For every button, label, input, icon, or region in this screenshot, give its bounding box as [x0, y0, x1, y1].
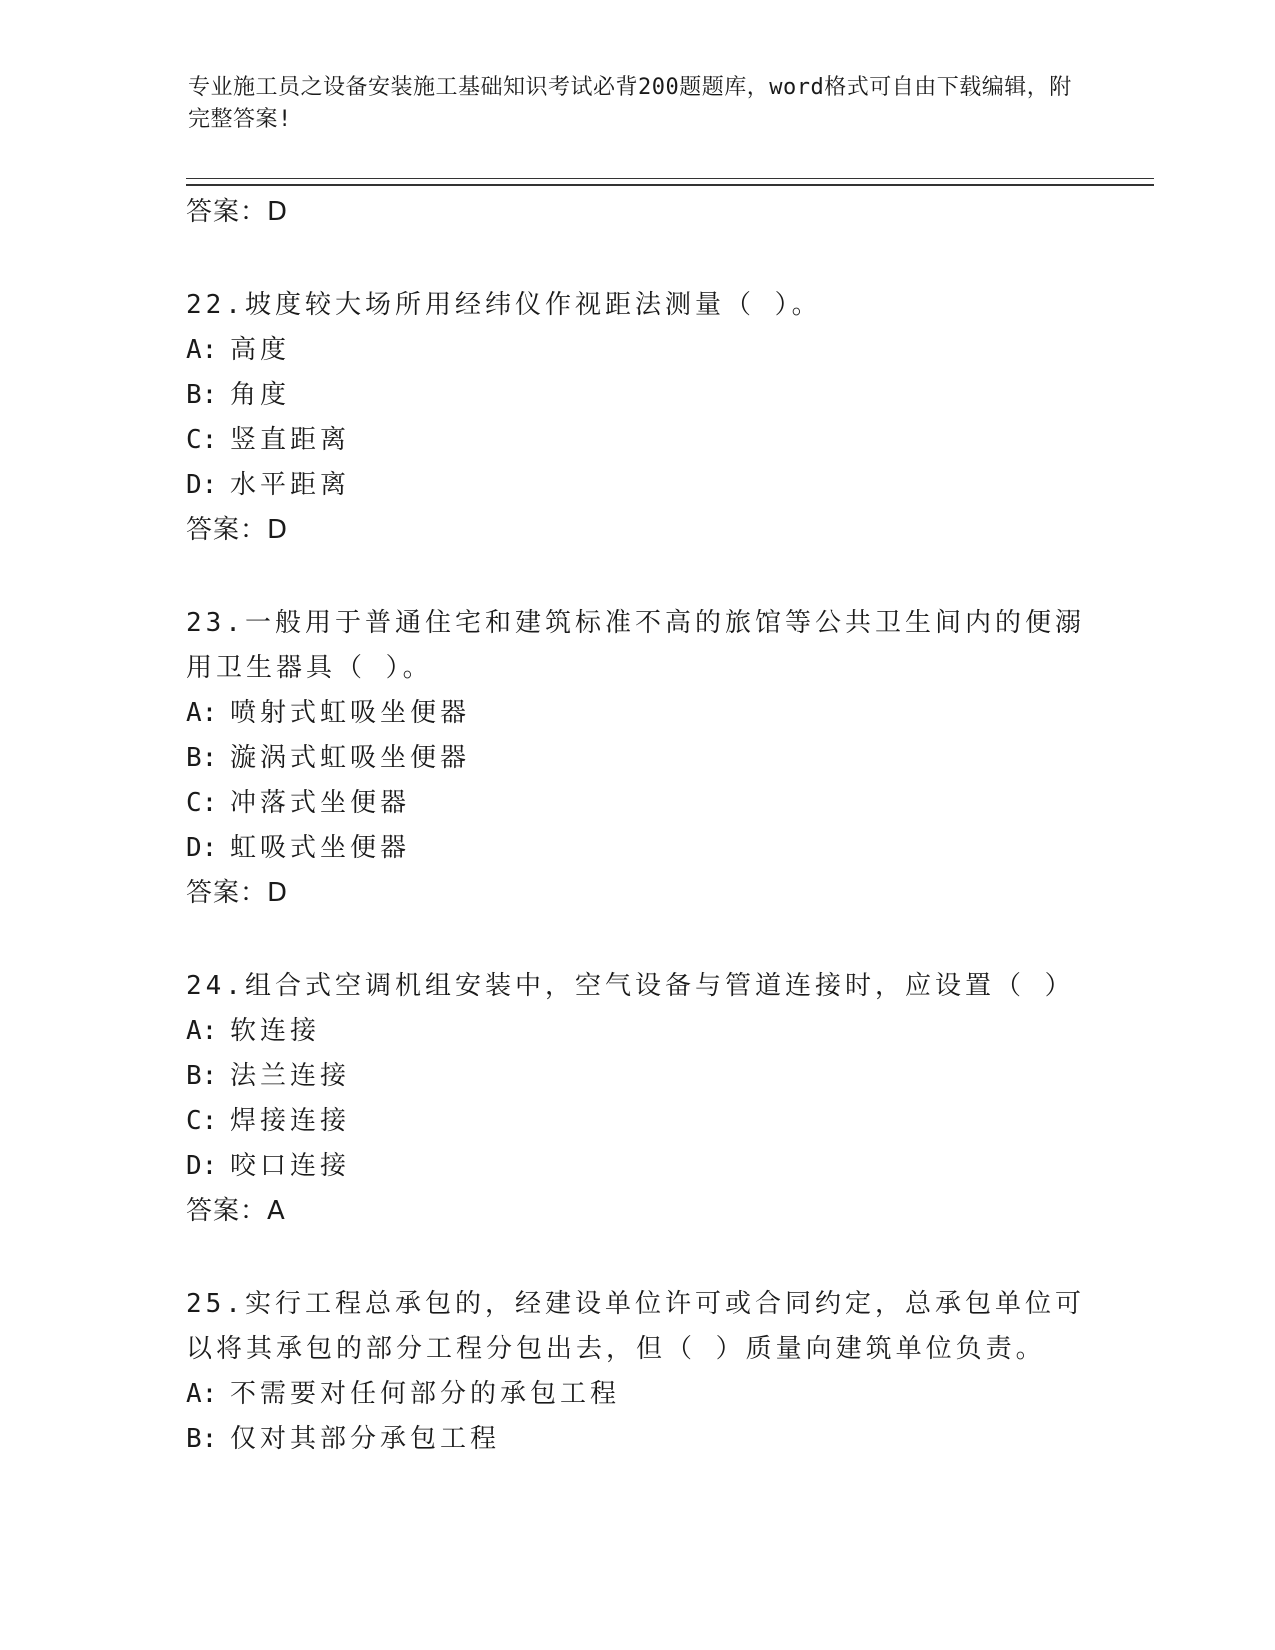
option-letter: A: — [186, 335, 218, 365]
option-d — [186, 463, 1086, 508]
option-text: 咬口连接 — [230, 1151, 351, 1181]
option-b — [186, 736, 1086, 781]
option-letter: A: — [186, 1379, 218, 1409]
question-text: 24.组合式空调机组安装中，空气设备与管道连接时，应设置（ ） — [186, 971, 1075, 1001]
option-c — [186, 1099, 1086, 1144]
option-text: 不需要对任何部分的承包工程 — [230, 1379, 621, 1409]
option-c — [186, 781, 1086, 826]
option-letter: B: — [186, 1061, 218, 1091]
question-text: 22.坡度较大场所用经纬仪作视距法测量（ ）。 — [186, 290, 822, 320]
answer-value: A — [267, 1196, 286, 1226]
option-text: 水平距离 — [230, 470, 351, 500]
option-a — [186, 691, 1086, 736]
option-text: 漩涡式虹吸坐便器 — [230, 743, 471, 773]
question-list — [186, 190, 1086, 1462]
answer-prefix: 答案： — [186, 515, 268, 545]
answer-line — [186, 508, 1086, 553]
option-text: 角度 — [230, 380, 291, 410]
option-letter: D: — [186, 1151, 218, 1181]
option-b — [186, 373, 1086, 418]
option-d — [186, 1144, 1086, 1189]
document-header — [188, 72, 1088, 136]
option-letter: C: — [186, 788, 218, 818]
header-title: 专业施工员之设备安装施工基础知识考试必背200题题库，word格式可自由下载编辑，附完整答案! — [188, 75, 1072, 132]
option-b — [186, 1417, 1086, 1462]
option-text: 焊接连接 — [230, 1106, 351, 1136]
option-a — [186, 1009, 1086, 1054]
question-text: 23.一般用于普通住宅和建筑标准不高的旅馆等公共卫生间内的便溺用卫生器具（ ）。 — [186, 608, 1085, 683]
answer-value: D — [267, 878, 289, 908]
spacer — [186, 235, 1086, 283]
option-letter: B: — [186, 743, 218, 773]
answer-prefix: 答案： — [186, 878, 268, 908]
answer-prefix: 答案： — [186, 197, 268, 227]
option-letter: B: — [186, 380, 218, 410]
spacer — [186, 916, 1086, 964]
answer-prefix: 答案： — [186, 1196, 268, 1226]
option-d — [186, 826, 1086, 871]
question-25 — [186, 1282, 1086, 1462]
question-22 — [186, 283, 1086, 553]
answer-line — [186, 871, 1086, 916]
option-letter: D: — [186, 470, 218, 500]
option-letter: D: — [186, 833, 218, 863]
option-text: 虹吸式坐便器 — [230, 833, 411, 863]
question-24 — [186, 964, 1086, 1234]
option-letter: C: — [186, 425, 218, 455]
option-b — [186, 1054, 1086, 1099]
option-a — [186, 1372, 1086, 1417]
option-letter: A: — [186, 1016, 218, 1046]
answer-value: D — [267, 197, 289, 227]
question-text: 25.实行工程总承包的，经建设单位许可或合同约定，总承包单位可以将其承包的部分工程分包出去，但（ ）质量向建筑单位负责。 — [186, 1289, 1085, 1364]
option-text: 法兰连接 — [230, 1061, 351, 1091]
option-c — [186, 418, 1086, 463]
option-text: 冲落式坐便器 — [230, 788, 411, 818]
option-text: 竖直距离 — [230, 425, 351, 455]
question-23 — [186, 601, 1086, 916]
option-letter: A: — [186, 698, 218, 728]
header-divider — [186, 178, 1154, 186]
spacer — [186, 1234, 1086, 1282]
spacer — [186, 553, 1086, 601]
option-text: 仅对其部分承包工程 — [230, 1424, 501, 1454]
answer-line — [186, 190, 1086, 235]
option-a — [186, 328, 1086, 373]
option-text: 软连接 — [230, 1016, 321, 1046]
option-letter: B: — [186, 1424, 218, 1454]
answer-value: D — [267, 515, 289, 545]
answer-line — [186, 1189, 1086, 1234]
option-text: 高度 — [230, 335, 291, 365]
option-letter: C: — [186, 1106, 218, 1136]
option-text: 喷射式虹吸坐便器 — [230, 698, 471, 728]
